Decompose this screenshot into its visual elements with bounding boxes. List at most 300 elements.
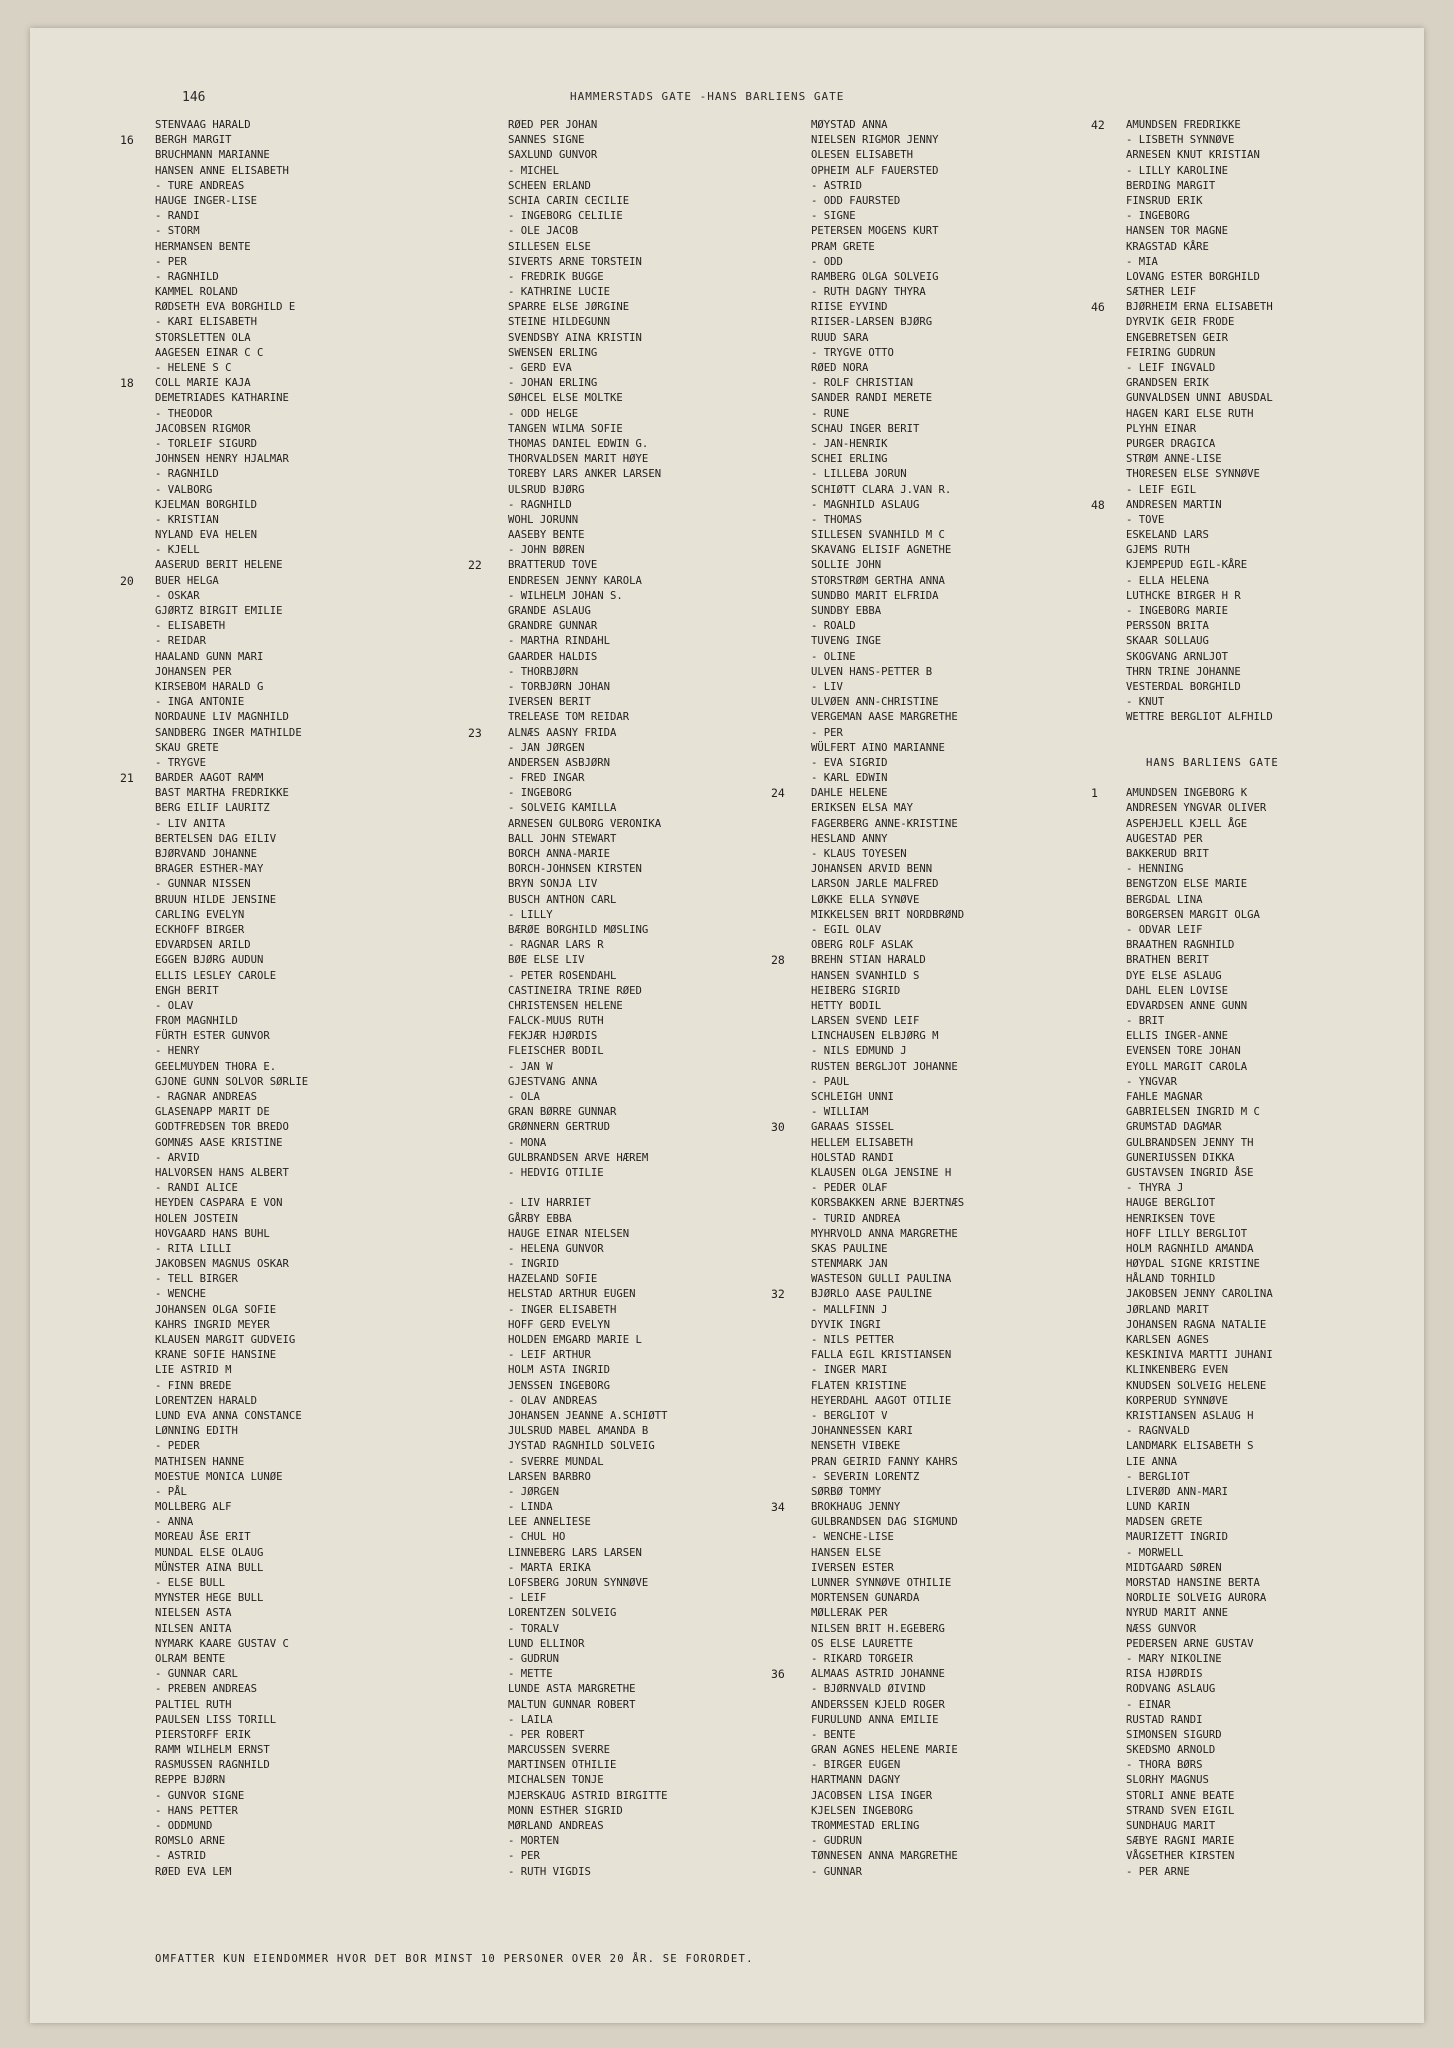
resident-entry [508,543,828,558]
resident-entry [155,923,475,938]
resident-entry [508,650,828,665]
resident-name: HENRIKSEN TOVE [1126,1212,1216,1225]
resident-entry [1126,1151,1424,1166]
resident-entry [155,1500,475,1515]
resident-name: TRELEASE TOM REIDAR [508,711,630,724]
resident-entry [155,604,475,619]
resident-name: MIKKELSEN BRIT NORDBRØND [811,908,965,921]
resident-entry [811,209,1131,224]
resident-name: - WENCHE-LISE [811,1531,894,1544]
resident-name: - TRYGVE [155,756,207,769]
resident-name: TANGEN WILMA SOFIE [508,422,623,435]
resident-name: GJONE GUNN SOLVOR SØRLIE [155,1075,309,1088]
resident-entry [508,1029,828,1044]
resident-name: GJØRTZ BIRGIT EMILIE [155,605,283,617]
resident-name: - TORLEIF SIGURD [155,437,258,450]
resident-name: - OLE JACOB [508,225,579,238]
resident-entry [1126,1272,1424,1287]
resident-name: MØRLAND ANDREAS [508,1820,604,1832]
resident-name: LIE ASTRID M [155,1364,232,1377]
resident-entry [508,923,828,938]
resident-name: ANDERSSEN KJELD ROGER [811,1698,945,1711]
resident-entry [811,179,1131,194]
resident-entry [1126,1394,1424,1409]
resident-name: GUNERIUSSEN DIKKA [1126,1151,1235,1164]
resident-entry [508,1409,828,1424]
spacer [1126,741,1424,756]
resident-name: ULSRUD BJØRG [508,483,585,496]
resident-name: - SIGNE [811,210,856,223]
resident-name: LORENTZEN SOLVEIG [508,1607,617,1620]
resident-entry [811,467,1131,482]
resident-name: - GUDRUN [811,1835,863,1848]
resident-name: - ODDMUND [155,1820,213,1832]
resident-entry [811,1773,1131,1788]
resident-name: - ELLA HELENA [1126,574,1209,587]
resident-entry [155,953,475,968]
resident-entry [155,1090,475,1105]
resident-entry [1126,634,1424,649]
resident-entry [811,285,1131,300]
resident-entry [508,209,828,224]
resident-name: MATHISEN HANNE [155,1455,245,1468]
resident-entry [771,1287,1131,1302]
resident-name: - LEIF ARTHUR [508,1349,591,1362]
resident-name: BRYN SONJA LIV [508,878,598,891]
resident-entry [1126,893,1424,908]
resident-entry [508,695,828,710]
resident-entry [508,1212,828,1227]
resident-name: - MORWELL [1126,1546,1184,1559]
resident-name: - LIV ANITA [155,817,226,830]
resident-entry [155,1804,475,1819]
resident-entry [811,801,1131,816]
resident-entry [508,1743,828,1758]
resident-name: - MICHEL [508,164,560,177]
resident-name: ANDERSEN ASBJØRN [508,756,611,769]
resident-entry [1126,513,1424,528]
resident-name: - RAGNHILD [155,468,219,481]
resident-entry [508,619,828,634]
resident-name: HALVORSEN HANS ALBERT [155,1166,289,1179]
resident-name: - PER [155,255,187,268]
resident-name: HOFF LILLY BERGLIOT [1126,1227,1248,1240]
resident-name: KJEMPEPUD EGIL-KÅRE [1126,559,1248,572]
resident-name: BUER HELGA [155,574,219,587]
running-title: HAMMERSTADS GATE -HANS BARLIENS GATE [570,90,845,103]
resident-name: - EINAR [1126,1698,1171,1711]
resident-name: STORLI ANNE BEATE [1126,1789,1235,1802]
resident-name: MOESTUE MONICA LUNØE [155,1470,283,1483]
resident-entry [155,1181,475,1196]
resident-name: JOHNSEN HENRY HJALMAR [155,453,289,466]
resident-name: - TORALV [508,1622,560,1635]
resident-name: FINSRUD ERIK [1126,194,1203,207]
resident-entry [1126,255,1424,270]
resident-entry [508,680,828,695]
resident-name: - WILHELM JOHAN S. [508,589,623,602]
resident-entry [508,634,828,649]
resident-name: - MARTHA RINDAHL [508,635,611,648]
footer-note: OMFATTER KUN EIENDOMMER HVOR DET BOR MINST 10 PERSONER OVER 20 ÅR. SE FORORDET. [155,1953,754,1965]
resident-entry [155,467,475,482]
resident-name: - RUTH VIGDIS [508,1865,591,1878]
resident-name: KAMMEL ROLAND [155,286,238,299]
resident-entry [811,437,1131,452]
resident-entry [1126,240,1424,255]
resident-name: GRAN AGNES HELENE MARIE [811,1744,958,1757]
resident-entry [1126,1485,1424,1500]
resident-entry [508,1136,828,1151]
resident-entry [811,726,1131,741]
resident-entry [811,741,1131,756]
resident-entry [155,908,475,923]
resident-name: - MONA [508,1136,547,1149]
resident-entry [1126,1804,1424,1819]
resident-name: - VALBORG [155,483,213,496]
resident-entry [811,847,1131,862]
resident-name: KAHRS INGRID MEYER [155,1318,270,1331]
resident-name: JENSSEN INGEBORG [508,1379,611,1392]
resident-entry [155,543,475,558]
resident-entry [155,255,475,270]
resident-entry [508,893,828,908]
resident-name: ANDRESEN MARTIN [1126,498,1222,511]
resident-name: STENMARK JAN [811,1258,888,1271]
resident-entry [155,1409,475,1424]
resident-name: - GUNNAR CARL [155,1668,238,1681]
resident-entry [811,452,1131,467]
resident-name: GRANDRE GUNNAR [508,620,598,633]
resident-entry [155,452,475,467]
resident-entry [508,1728,828,1743]
resident-entry [155,315,475,330]
resident-entry [155,1515,475,1530]
resident-name: TUVENG INGE [811,635,882,648]
resident-name: GABRIELSEN INGRID M C [1126,1106,1260,1119]
resident-name: CHRISTENSEN HELENE [508,999,623,1012]
resident-entry [1126,862,1424,877]
resident-name: SKAS PAULINE [811,1242,888,1255]
resident-name: GARAAS SISSEL [811,1121,894,1134]
resident-name: GAARDER HALDIS [508,650,598,663]
resident-entry [155,589,475,604]
resident-name: - LEIF EGIL [1126,483,1197,496]
resident-name: JØRLAND MARIT [1126,1303,1209,1316]
resident-entry [811,1530,1131,1545]
resident-name: GRAN BØRRE GUNNAR [508,1106,617,1119]
resident-entry [508,179,828,194]
resident-name: NYLAND EVA HELEN [155,529,258,542]
resident-entry [508,1242,828,1257]
column-3 [771,118,1131,1880]
resident-name: ELLIS INGER-ANNE [1126,1030,1229,1043]
resident-entry [508,407,828,422]
resident-entry [508,270,828,285]
resident-entry [155,817,475,832]
resident-name: PRAN GEIRID FANNY KAHRS [811,1455,958,1468]
resident-name: ULVØEN ANN-CHRISTINE [811,696,939,709]
resident-name: BRATTERUD TOVE [508,559,598,572]
resident-name: TROMMESTAD ERLING [811,1820,920,1832]
resident-entry [1126,361,1424,376]
resident-name: - INGEBORG CELILIE [508,210,623,223]
resident-name: - NILS EDMUND J [811,1045,907,1058]
resident-name: KNUDSEN SOLVEIG HELENE [1126,1379,1267,1392]
resident-entry [1126,1120,1424,1135]
resident-name: - EGIL OLAV [811,923,882,936]
resident-entry [155,710,475,725]
resident-entry [508,483,828,498]
resident-name: MYHRVOLD ANNA MARGRETHE [811,1227,958,1240]
resident-entry [811,224,1131,239]
resident-entry [1126,1758,1424,1773]
resident-entry [155,1060,475,1075]
resident-entry [508,1272,828,1287]
resident-entry [508,969,828,984]
resident-name: SUNDBO MARIT ELFRIDA [811,589,939,602]
resident-name: - MARTA ERIKA [508,1561,591,1574]
resident-entry [508,1819,828,1834]
resident-name: BERDING MARGIT [1126,179,1216,192]
resident-entry [508,467,828,482]
resident-name: - LEIF [508,1592,547,1605]
resident-entry [155,1363,475,1378]
resident-entry [155,1819,475,1834]
resident-entry [155,695,475,710]
resident-entry [811,1348,1131,1363]
resident-name: - ASTRID [155,1850,207,1863]
resident-entry [811,1424,1131,1439]
resident-name: FEKJÆR HJØRDIS [508,1030,598,1043]
resident-entry [155,164,475,179]
resident-name: LIVERØD ANN-MARI [1126,1485,1229,1498]
resident-name: - RAGNHILD [155,270,219,283]
resident-entry [811,1546,1131,1561]
resident-entry [155,1105,475,1120]
resident-entry [1126,574,1424,589]
resident-name: - TURID ANDREA [811,1212,901,1225]
resident-entry [1126,209,1424,224]
resident-entry [508,984,828,999]
resident-entry [771,1667,1131,1682]
resident-name: SCHIØTT CLARA J.VAN R. [811,483,952,496]
resident-name: HAUGE EINAR NIELSEN [508,1227,630,1240]
resident-name: WETTRE BERGLIOT ALFHILD [1126,711,1273,724]
resident-entry [155,1652,475,1667]
resident-name: - INGER ELISABETH [508,1303,617,1316]
resident-name: HOLEN JOSTEIN [155,1212,238,1225]
resident-name: STORSLETTEN OLA [155,331,251,344]
resident-entry [508,361,828,376]
resident-entry [811,1758,1131,1773]
resident-name: NENSETH VIBEKE [811,1440,901,1453]
resident-entry [1126,650,1424,665]
resident-entry [1126,877,1424,892]
resident-entry [508,1090,828,1105]
resident-entry [811,634,1131,649]
resident-entry [1126,407,1424,422]
resident-name: HANSEN ELSE [811,1546,882,1559]
resident-name: - KATHRINE LUCIE [508,286,611,299]
resident-entry [811,1515,1131,1530]
resident-entry [508,1044,828,1059]
resident-entry [508,1166,828,1181]
resident-name: - PAUL [811,1075,850,1088]
resident-entry [1126,923,1424,938]
resident-entry [1126,1379,1424,1394]
house-number: 21 [120,771,134,786]
resident-name: - ASTRID [811,179,863,192]
resident-name: OS ELSE LAURETTE [811,1637,914,1650]
resident-entry [155,1318,475,1333]
resident-entry [1126,1576,1424,1591]
resident-entry [811,1303,1131,1318]
resident-name: - FINN BREDE [155,1379,232,1392]
resident-entry [1126,953,1424,968]
resident-name: ENDRESEN JENNY KAROLA [508,574,642,587]
house-number: 24 [771,786,785,801]
resident-entry [811,1849,1131,1864]
resident-name: LARSEN BARBRO [508,1470,591,1483]
resident-name: PRAM GRETE [811,240,875,253]
resident-entry [155,832,475,847]
resident-entry [1126,1060,1424,1075]
resident-name: MORTENSEN GUNARDA [811,1592,920,1605]
resident-name: - MALLFINN J [811,1303,888,1316]
resident-entry [811,1379,1131,1394]
resident-name: SUNDBY EBBA [811,605,882,617]
resident-name: HELLEM ELISABETH [811,1136,914,1149]
resident-entry [1091,300,1424,315]
resident-name: MAURIZETT INGRID [1126,1531,1229,1544]
resident-entry [508,1591,828,1606]
resident-name: TØNNESEN ANNA MARGRETHE [811,1850,958,1863]
resident-entry [155,1029,475,1044]
resident-name: RIISE EYVIND [811,301,888,314]
resident-entry [811,133,1131,148]
resident-name: GRANDE ASLAUG [508,605,591,617]
resident-name: - WILLIAM [811,1106,869,1119]
resident-name: TOREBY LARS ANKER LARSEN [508,468,662,481]
house-number: 30 [771,1120,785,1135]
resident-entry [1091,786,1424,801]
resident-entry [155,1120,475,1135]
resident-entry [155,331,475,346]
resident-entry [155,1789,475,1804]
resident-entry [508,1773,828,1788]
resident-entry [155,801,475,816]
resident-entry [155,741,475,756]
resident-name: SCHAU INGER BERIT [811,422,920,435]
resident-name: BREHN STIAN HARALD [811,954,926,967]
spacer [1126,771,1424,786]
resident-entry [155,650,475,665]
resident-name: - CHUL HO [508,1531,566,1544]
resident-name: STEINE HILDEGUNN [508,316,611,329]
resident-entry [155,877,475,892]
resident-name: - YNGVAR [1126,1075,1178,1088]
resident-name: STENVAAG HARALD [155,119,251,131]
resident-entry [811,1409,1131,1424]
resident-entry [811,650,1131,665]
resident-entry [155,1166,475,1181]
resident-entry [155,1242,475,1257]
resident-entry [1126,1470,1424,1485]
resident-entry [508,847,828,862]
resident-name: HOLM RAGNHILD AMANDA [1126,1242,1254,1255]
resident-name: - KJELL [155,544,200,557]
resident-entry [508,133,828,148]
resident-name: JACOBSEN LISA INGER [811,1789,933,1802]
resident-entry [811,1606,1131,1621]
resident-entry [508,422,828,437]
resident-entry [155,969,475,984]
resident-name: SKAU GRETE [155,741,219,754]
resident-entry [1126,346,1424,361]
resident-name: BORCH ANNA-MARIE [508,848,611,860]
resident-entry [1126,1713,1424,1728]
resident-entry [508,1455,828,1470]
resident-name: - HANS PETTER [155,1804,238,1817]
resident-name: - OLINE [811,650,856,663]
resident-name: - ELISABETH [155,620,226,633]
resident-name: MOREAU ÅSE ERIT [155,1531,251,1544]
resident-name: SKOGVANG ARNLJOT [1126,650,1229,663]
resident-entry [1126,467,1424,482]
resident-name: BÆRØE BORGHILD MØSLING [508,923,649,936]
resident-entry [1126,1561,1424,1576]
resident-entry [155,1424,475,1439]
resident-entry [1126,452,1424,467]
resident-name: EYOLL MARGIT CAROLA [1126,1060,1248,1073]
resident-name: - LIV [811,680,843,693]
resident-entry [508,1849,828,1864]
resident-entry [508,300,828,315]
resident-entry [811,1151,1131,1166]
resident-entry [508,1379,828,1394]
resident-name: VERGEMAN AASE MARGRETHE [811,711,958,724]
resident-name: - EVA SIGRID [811,756,888,769]
resident-entry [811,1439,1131,1454]
resident-name: HETTY BODIL [811,999,882,1012]
resident-entry [1126,1743,1424,1758]
resident-name: FLATEN KRISTINE [811,1379,907,1392]
resident-entry [155,1530,475,1545]
resident-entry [811,832,1131,847]
resident-entry [811,604,1131,619]
resident-name: JAKOBSEN MAGNUS OSKAR [155,1258,289,1271]
resident-name: HÅLAND TORHILD [1126,1273,1216,1286]
resident-name: BUSCH ANTHON CARL [508,893,617,906]
resident-name: NIELSEN RIGMOR JENNY [811,134,939,147]
resident-entry [811,483,1131,498]
resident-entry [155,1257,475,1272]
resident-entry [155,1682,475,1697]
resident-name: DAHL ELEN LOVISE [1126,984,1229,997]
resident-entry [811,574,1131,589]
resident-entry [1126,1333,1424,1348]
resident-entry [1126,558,1424,573]
resident-entry [155,680,475,695]
resident-name: SANNES SIGNE [508,134,585,147]
resident-entry [811,1576,1131,1591]
house-number: 46 [1091,300,1105,315]
resident-name: BJØRHEIM ERNA ELISABETH [1126,301,1273,314]
resident-entry [155,893,475,908]
resident-entry [811,407,1131,422]
resident-name: ECKHOFF BIRGER [155,923,245,936]
